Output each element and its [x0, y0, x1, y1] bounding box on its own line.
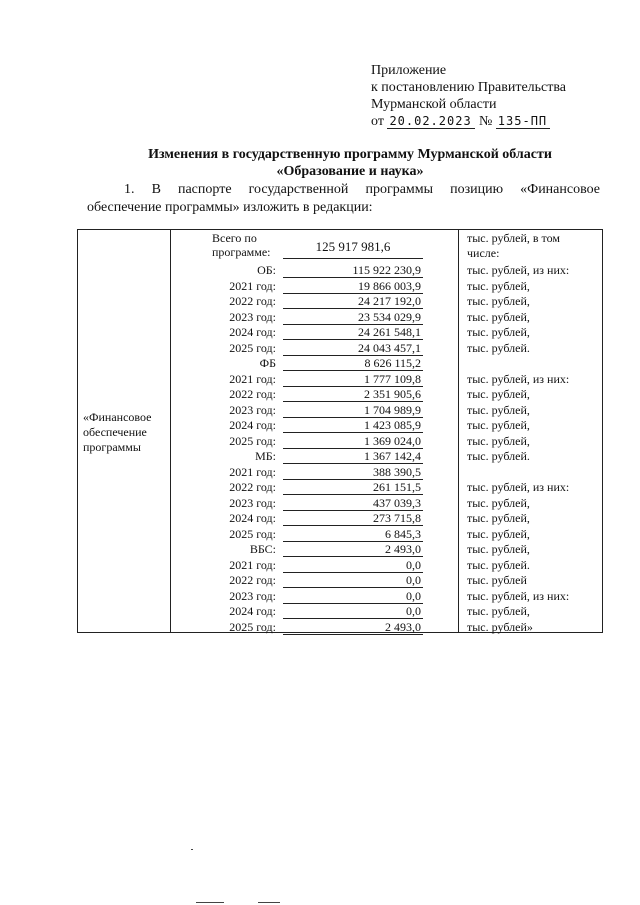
scan-edge-mark: [196, 902, 224, 903]
row-label: 2024 год:: [229, 325, 276, 339]
row-label: 2021 год:: [229, 371, 276, 386]
row-value: 8 626 115,2: [283, 356, 423, 371]
document-title: [60, 146, 640, 180]
row-unit: тыс. рублей,: [467, 278, 530, 293]
row-label: 2025 год:: [229, 619, 276, 634]
financing-row: [0, 449, 640, 464]
title-line-1: Изменения в государственную программу Мурманской области: [148, 147, 552, 162]
scan-edge-mark: [258, 902, 280, 903]
row-unit: тыс. рублей, из них:: [467, 371, 570, 386]
row-label: 2021 год:: [229, 464, 276, 479]
financing-row: [0, 279, 640, 294]
row-unit: тыс. рублей,: [467, 495, 530, 510]
row-unit: тыс. рублей, из них:: [467, 263, 570, 277]
row-unit: тыс. рублей,: [467, 309, 530, 324]
row-label: 2022 год:: [229, 387, 276, 401]
row-value: 1 777 109,8: [283, 372, 423, 387]
appendix-decree-line: к постановлению Правительства: [371, 80, 567, 95]
financing-row: [0, 620, 640, 635]
title-line-2: «Образование и наука»: [276, 164, 424, 179]
row-label: 2023 год:: [229, 495, 276, 510]
row-label: ОБ:: [257, 263, 276, 277]
financing-row: [0, 465, 640, 480]
financing-row: [0, 511, 640, 526]
number-sign: №: [478, 114, 493, 129]
financing-row: [0, 496, 640, 511]
total-label: Всего по программе:: [212, 231, 271, 259]
financing-row: [0, 589, 640, 604]
row-unit: тыс. рублей,: [467, 387, 530, 401]
row-unit: тыс. рублей,: [467, 433, 530, 448]
row-value: 0,0: [283, 573, 423, 588]
from-prefix: от: [371, 114, 384, 129]
financing-row: [0, 604, 640, 619]
intro-paragraph: [88, 181, 600, 217]
row-value: 2 493,0: [283, 542, 423, 557]
financing-row: [0, 558, 640, 573]
financing-row: [0, 341, 640, 356]
financing-row: [0, 418, 640, 433]
row-value: 0,0: [283, 604, 423, 619]
row-unit: тыс. рублей,: [467, 604, 530, 618]
row-unit: тыс. рублей,: [467, 418, 530, 432]
financing-row: [0, 527, 640, 542]
financing-row: [0, 372, 640, 387]
row-unit: тыс. рублей: [467, 573, 527, 587]
row-value: 115 922 230,9: [283, 263, 423, 278]
appendix-title: Приложение: [371, 63, 447, 78]
row-value: 24 217 192,0: [283, 294, 423, 309]
financing-row: [0, 542, 640, 557]
row-label: 2021 год:: [229, 557, 276, 572]
row-unit: тыс. рублей,: [467, 511, 530, 525]
row-label: МБ:: [255, 449, 276, 463]
row-unit: тыс. рублей,: [467, 325, 530, 339]
row-value: 2 493,0: [283, 620, 423, 635]
row-value: 6 845,3: [283, 527, 423, 542]
row-unit: тыс. рублей»: [467, 619, 533, 634]
row-unit: тыс. рублей.: [467, 449, 530, 463]
row-unit: тыс. рублей, из них:: [467, 480, 570, 494]
row-label: ВБС:: [249, 542, 276, 556]
row-value: 19 866 003,9: [283, 279, 423, 294]
row-value: 2 351 905,6: [283, 387, 423, 402]
financing-row: [0, 387, 640, 402]
row-unit: тыс. рублей, из них:: [467, 588, 570, 603]
financing-row: [0, 263, 640, 278]
row-value: 1 369 024,0: [283, 434, 423, 449]
total-unit: тыс. рублей, в том числе:: [467, 231, 560, 260]
row-value: 0,0: [283, 558, 423, 573]
row-value: 388 390,5: [283, 465, 423, 480]
appendix-region-line: Мурманской области: [371, 97, 497, 112]
paragraph-line-1: 1. В паспорте государственной программы позицию «Финансовое: [124, 182, 600, 197]
row-label: 2023 год:: [229, 402, 276, 417]
row-label: 2025 год:: [229, 340, 276, 355]
row-label: 2022 год:: [229, 294, 276, 308]
row-value: 437 039,3: [283, 496, 423, 511]
financing-row: [0, 310, 640, 325]
row-label: 2023 год:: [229, 588, 276, 603]
row-unit: тыс. рублей.: [467, 340, 530, 355]
row-value: 1 367 142,4: [283, 449, 423, 464]
row-value: 23 534 029,9: [283, 310, 423, 325]
row-label: 2021 год:: [229, 278, 276, 293]
row-label: 2025 год:: [229, 526, 276, 541]
financing-row: [0, 356, 640, 371]
row-value: 1 423 085,9: [283, 418, 423, 433]
row-label: 2024 год:: [229, 418, 276, 432]
total-value: 125 917 981,6: [283, 237, 423, 259]
row-label: 2023 год:: [229, 309, 276, 324]
row-value: 24 043 457,1: [283, 341, 423, 356]
appendix-header: [371, 62, 566, 130]
row-unit: тыс. рублей,: [467, 294, 530, 308]
decree-date: 20.02.2023: [387, 114, 475, 129]
row-value: 1 704 989,9: [283, 403, 423, 418]
row-value: 24 261 548,1: [283, 325, 423, 340]
row-label: 2025 год:: [229, 433, 276, 448]
financing-position-label: «Финансовое обеспечение программы: [83, 410, 152, 454]
row-unit: тыс. рублей,: [467, 542, 530, 556]
row-unit: тыс. рублей,: [467, 526, 530, 541]
row-unit: тыс. рублей,: [467, 402, 530, 417]
row-label: 2022 год:: [229, 480, 276, 494]
financing-row: [0, 480, 640, 495]
scan-speck: [191, 849, 193, 850]
decree-number: 135-ПП: [496, 114, 550, 129]
paragraph-line-2: обеспечение программы» изложить в редакции:: [87, 200, 373, 215]
financing-row: [0, 294, 640, 309]
row-value: 273 715,8: [283, 511, 423, 526]
financing-row: [0, 403, 640, 418]
row-value: 261 151,5: [283, 480, 423, 495]
row-label: 2024 год:: [229, 604, 276, 618]
row-label: 2024 год:: [229, 511, 276, 525]
appendix-date-line: [371, 113, 566, 130]
row-label: ФБ: [259, 356, 276, 370]
row-value: 0,0: [283, 589, 423, 604]
row-label: 2022 год:: [229, 573, 276, 587]
financing-row: [0, 573, 640, 588]
financing-row: [0, 325, 640, 340]
row-unit: тыс. рублей.: [467, 557, 530, 572]
financing-row: [0, 434, 640, 449]
